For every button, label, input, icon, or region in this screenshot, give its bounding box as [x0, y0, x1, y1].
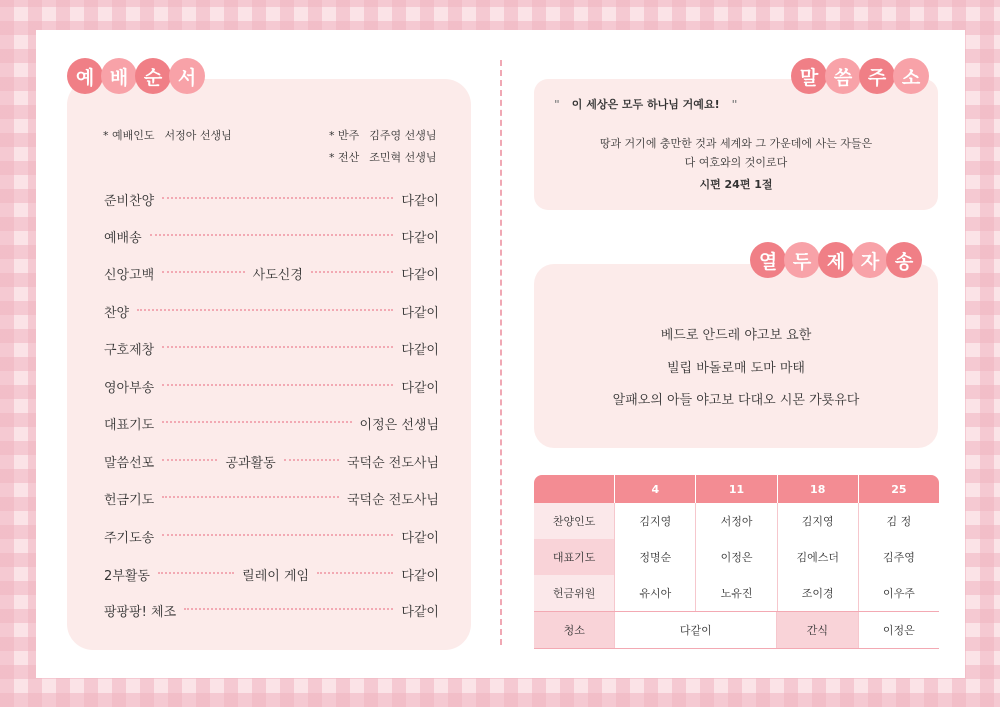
title-char: 씀 [825, 58, 861, 94]
order-item: 찬양 [104, 305, 130, 321]
table-cell: 이정은 [858, 612, 939, 648]
table-row [534, 611, 939, 649]
leader-dots [317, 572, 393, 574]
leader-dots [137, 309, 393, 311]
close-quote-mark: " [731, 98, 738, 111]
duty-schedule-table [534, 475, 939, 649]
leader-dots [162, 534, 393, 536]
order-person: 국덕순 전도사님 [346, 492, 439, 508]
leader-dots [162, 271, 244, 273]
order-item: 헌금기도 [104, 492, 155, 508]
header-cell: 18 [777, 475, 858, 503]
title-char: 주 [859, 58, 895, 94]
order-row [104, 488, 439, 508]
order-row [104, 338, 439, 358]
order-row [104, 600, 439, 620]
order-item: 대표기도 [104, 417, 155, 433]
title-char: 송 [886, 242, 922, 278]
order-row [104, 413, 439, 433]
order-item: 예배송 [104, 230, 142, 246]
leader-dots [162, 421, 351, 423]
title-char: 말 [791, 58, 827, 94]
order-item: 신앙고백 [104, 267, 155, 283]
leader-dots [311, 271, 393, 273]
order-item: 영아부송 [104, 380, 155, 396]
table-cell: 이우주 [858, 575, 939, 611]
lyric-line: 베드로 안드레 야고보 요한 [660, 328, 812, 343]
sermon-title [791, 58, 927, 94]
table-cell: 정명순 [614, 539, 695, 575]
table-cell: 이정은 [695, 539, 776, 575]
table-header [534, 475, 939, 503]
sermon-verse [534, 134, 938, 172]
order-item: 준비찬양 [104, 193, 155, 209]
title-char: 열 [750, 242, 786, 278]
staff-leader [103, 127, 232, 143]
order-person: 다같이 [401, 230, 439, 246]
title-char: 순 [135, 58, 171, 94]
table-cell: 김주영 [858, 539, 939, 575]
verse-line: 다 여호와의 것이로다 [684, 156, 788, 169]
order-row [104, 189, 439, 209]
header-cell [534, 475, 614, 503]
staff-name: 김주영 선생님 [369, 129, 437, 142]
table-row [534, 539, 939, 575]
leader-dots [162, 496, 339, 498]
sermon-panel [534, 79, 938, 210]
apostles-song-title [750, 242, 920, 278]
order-row [104, 263, 439, 283]
table-cell: 김지영 [777, 503, 858, 539]
order-person: 다같이 [401, 305, 439, 321]
leader-dots [150, 234, 394, 236]
open-quote-mark: " [554, 98, 560, 111]
staff-media [329, 149, 437, 165]
order-person: 다같이 [401, 530, 439, 546]
order-row [104, 226, 439, 246]
leader-dots [162, 384, 393, 386]
staff-label: * 예배인도 [103, 129, 155, 142]
order-item: 2부활동 [104, 568, 150, 584]
leader-dots [162, 197, 393, 199]
row-label: 대표기도 [534, 539, 614, 575]
order-row [104, 451, 439, 471]
order-detail: 공과활동 [225, 455, 276, 471]
center-divider [500, 60, 502, 645]
order-row [104, 564, 439, 584]
row-label: 헌금위원 [534, 575, 614, 611]
staff-accompanist [329, 127, 437, 143]
table-row [534, 575, 939, 611]
table-cell: 유시아 [614, 575, 695, 611]
staff-name: 서정아 선생님 [164, 129, 232, 142]
order-person: 국덕순 전도사님 [346, 455, 440, 471]
order-person: 다같이 [401, 380, 439, 396]
order-row [104, 376, 439, 396]
staff-label: * 전산 [329, 151, 360, 164]
order-detail: 사도신경 [252, 267, 303, 283]
order-item: 팡팡팡! 체조 [104, 604, 177, 620]
title-char: 두 [784, 242, 820, 278]
title-char: 소 [893, 58, 929, 94]
worship-order-title [67, 58, 203, 94]
table-cell: 서정아 [695, 503, 776, 539]
sermon-quote [534, 96, 938, 112]
table-cell: 노유진 [695, 575, 776, 611]
order-person: 이정은 선생님 [359, 417, 439, 433]
order-detail: 릴레이 게임 [242, 568, 310, 584]
order-person: 다같이 [401, 267, 439, 283]
table-row [534, 503, 939, 539]
row-label: 찬양인도 [534, 503, 614, 539]
verse-line: 땅과 거기에 충만한 것과 세계와 그 가운데에 사는 자들은 [599, 137, 873, 150]
order-item: 주기도송 [104, 530, 155, 546]
row-label: 간식 [776, 612, 857, 648]
lyric-line: 알패오의 아들 야고보 다대오 시몬 가룟유다 [612, 393, 860, 408]
leader-dots [184, 608, 393, 610]
header-cell: 11 [695, 475, 776, 503]
table-cell: 김에스더 [777, 539, 858, 575]
order-person: 다같이 [401, 342, 439, 358]
header-cell: 4 [614, 475, 695, 503]
title-char: 제 [818, 242, 854, 278]
leader-dots [162, 346, 393, 348]
order-row [104, 526, 439, 546]
lyric-line: 빌립 바돌로매 도마 마태 [667, 361, 805, 376]
title-char: 배 [101, 58, 137, 94]
header-cell: 25 [858, 475, 939, 503]
table-cell: 조이경 [777, 575, 858, 611]
table-cell: 김 정 [858, 503, 939, 539]
leader-dots [284, 459, 339, 461]
title-char: 서 [169, 58, 205, 94]
leader-dots [158, 572, 234, 574]
order-item: 구호제창 [104, 342, 155, 358]
title-char: 예 [67, 58, 103, 94]
order-person: 다같이 [401, 568, 440, 584]
order-person: 다같이 [401, 604, 439, 620]
staff-label: * 반주 [329, 129, 360, 142]
order-item: 말씀선포 [104, 455, 155, 471]
apostles-song-panel [534, 264, 938, 448]
order-row [104, 301, 439, 321]
sermon-quote-text: 이 세상은 모두 하나님 거예요! [571, 98, 720, 111]
leader-dots [162, 459, 217, 461]
row-label: 청소 [534, 612, 614, 648]
staff-name: 조민혁 선생님 [369, 151, 437, 164]
title-char: 자 [852, 242, 888, 278]
order-person: 다같이 [401, 193, 439, 209]
verse-reference: 시편 24편 1절 [699, 178, 773, 191]
table-cell: 다같이 [614, 612, 776, 648]
table-cell: 김지영 [614, 503, 695, 539]
